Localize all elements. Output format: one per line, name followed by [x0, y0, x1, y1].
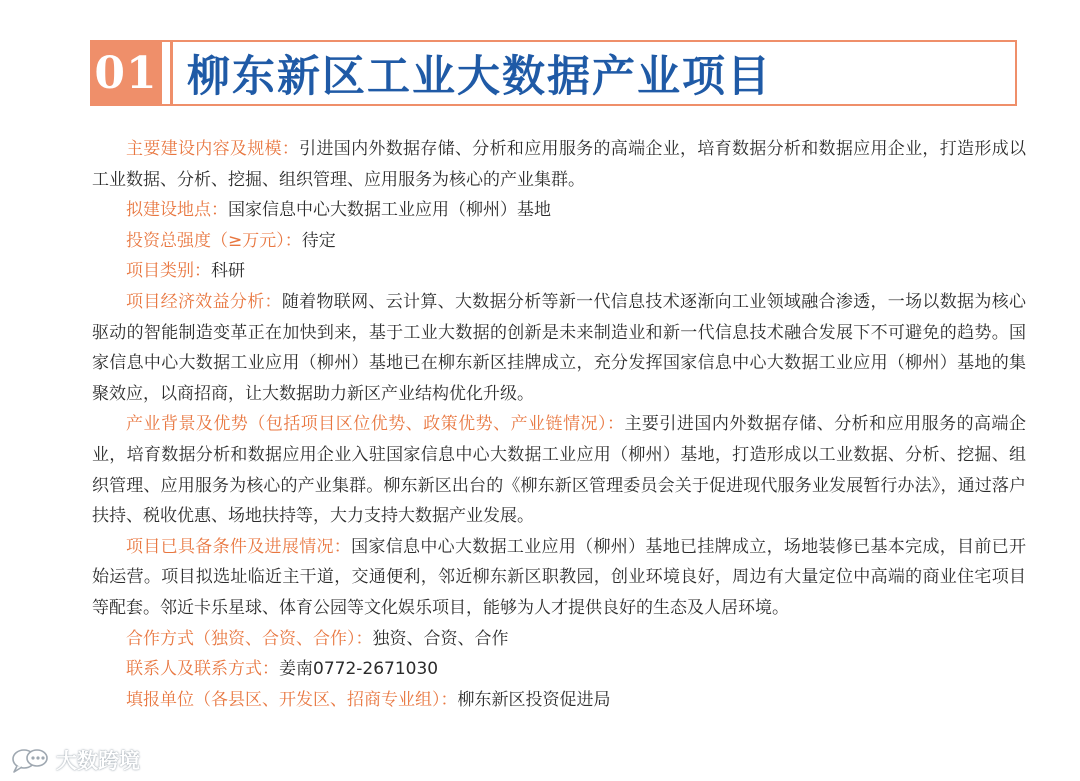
detail-label: 投资总强度（≥万元）：: [126, 230, 302, 251]
detail-label: 项目已具备条件及进展情况：: [126, 536, 352, 557]
detail-value: 随着物联网、云计算、大数据分析等新一代信息技术逐渐向工业领域融合渗透，一场以数据为核心驱动的智能制造变革正在加快到来，基于工业大数据的创新是未来制造业和新一代信息技术融合发展下不可避免的趋势。国家信息中心大数据工业应用（柳州）基地已在柳东新区挂牌成立，充分发挥国家信息中心大数据工业应用（柳州）基地的集聚效应，以商招商，让大数据助力新区产业结构优化升级。: [92, 291, 1027, 404]
detail-progress: [92, 532, 1026, 624]
detail-label: 合作方式（独资、合资、合作）：: [126, 628, 373, 649]
detail-label: 主要建设内容及规模：: [126, 139, 300, 159]
section-header: [90, 40, 1017, 106]
section-number: 01: [90, 42, 162, 104]
detail-value: 国家信息中心大数据工业应用（柳州）基地已挂牌成立，场地装修已基本完成，目前已开始运营。项目拟选址临近主干道，交通便利，邻近柳东新区职教园，创业环境良好，周边有大量定位中高端的商业住宅项目等配套。邻近卡乐星球、体育公园等文化娱乐项目，能够为人才提供良好的生态及人居环境。: [92, 536, 1026, 618]
detail-reporting-unit: [92, 685, 1026, 716]
watermark: [10, 745, 140, 775]
detail-value: 独资、合资、合作: [372, 628, 509, 649]
detail-category: [92, 256, 1026, 287]
detail-label: 项目类别：: [126, 261, 211, 282]
detail-cooperation: [92, 624, 1026, 655]
detail-location: [92, 195, 1026, 226]
detail-label: 联系人及联系方式：: [126, 659, 279, 680]
detail-value: 国家信息中心大数据工业应用（柳州）基地: [228, 200, 551, 221]
detail-contact: [92, 654, 1026, 685]
project-details: [92, 134, 1026, 715]
header-spacer: [162, 42, 170, 104]
detail-value: 科研: [211, 261, 245, 282]
detail-label: 填报单位（各县区、开发区、招商专业组）：: [126, 689, 458, 710]
detail-economic-analysis: [92, 287, 1026, 409]
detail-label: 项目经济效益分析：: [126, 291, 282, 312]
detail-label: 产业背景及优势（包括项目区位优势、政策优势、产业链情况）：: [126, 414, 625, 435]
detail-value: 待定: [301, 230, 336, 251]
detail-label: 拟建设地点：: [126, 200, 228, 221]
detail-background-advantages: [92, 409, 1026, 531]
watermark-text: 大数跨境: [56, 749, 140, 773]
detail-value: 姜南0772-2671030: [279, 659, 439, 680]
detail-construction-scope: [92, 134, 1026, 195]
detail-value: 主要引进国内外数据存储、分析和应用服务的高端企业，培育数据分析和数据应用企业入驻国家信息中心大数据工业应用（柳州）基地，打造形成以工业数据、分析、挖掘、组织管理、应用服务为核心的产业集群。柳东新区出台的《柳东新区管理委员会关于促进现代服务业发展暂行办法》，通过落户扶持、税收优惠、场地扶持等，大力支持大数据产业发展。: [92, 414, 1027, 527]
chat-bubbles-logo-icon: [10, 747, 50, 773]
detail-value: 柳东新区投资促进局: [457, 689, 611, 710]
page-title: 柳东新区工业大数据产业项目: [187, 51, 772, 102]
detail-value: 引进国内外数据存储、分析和应用服务的高端企业，培育数据分析和数据应用企业，打造形成以工业数据、分析、挖掘、组织管理、应用服务为核心的产业集群。: [92, 139, 1027, 190]
detail-investment: [92, 226, 1026, 257]
